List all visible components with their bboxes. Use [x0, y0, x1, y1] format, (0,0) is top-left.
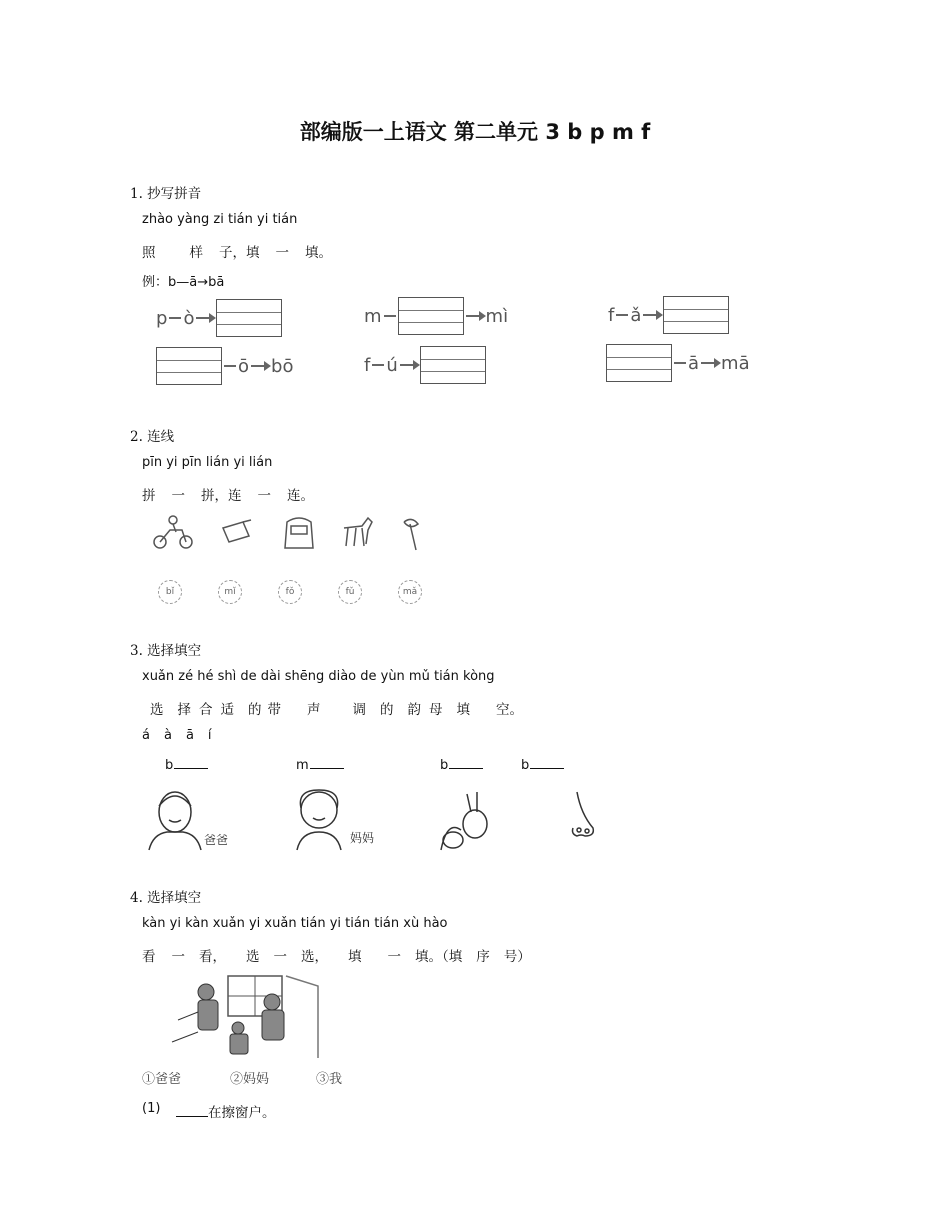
- syllable-bubble[interactable]: fǒ: [278, 580, 302, 604]
- question-2-pinyin: pīn yi pīn lián yi lián: [142, 455, 273, 470]
- q2-picture-row: [148, 512, 438, 552]
- family-cleaning-picture: [168, 972, 324, 1062]
- father-icon: [149, 792, 201, 850]
- q3-blank-3[interactable]: b: [440, 758, 483, 773]
- q4-label-2: ②妈妈: [230, 1072, 270, 1087]
- question-3-pinyin: xuǎn zé hé shì de dài shēng diào de yùn mǔ tián kòng: [142, 669, 495, 684]
- question-4-chars: 看 一 看， 选 一 选， 填 一 填。（填 序 号）: [142, 949, 531, 965]
- q3-blank-2[interactable]: m: [296, 758, 344, 773]
- rabbits-icon: [441, 792, 487, 850]
- pencil-icon[interactable]: [223, 520, 251, 542]
- syllable-bubble[interactable]: mǎ: [398, 580, 422, 604]
- q1-item-5: f ú: [364, 346, 486, 384]
- question-4-pinyin: kàn yi kàn xuǎn yi xuǎn tián yi tián tián xù hào: [142, 916, 448, 931]
- question-1-pinyin: zhào yàng zi tián yi tián: [142, 212, 298, 227]
- q3-blank-4[interactable]: b: [521, 758, 564, 773]
- page-title: 部编版一上语文 第二单元 3 b p m f: [299, 120, 651, 144]
- flour-bag-icon[interactable]: [285, 518, 313, 548]
- question-2-heading: 2. 连线: [130, 429, 175, 445]
- syllable-bubble[interactable]: bǐ: [158, 580, 182, 604]
- caption-father: 爸爸: [204, 833, 229, 847]
- axe-icon[interactable]: [404, 519, 418, 550]
- motorcycle-icon[interactable]: [154, 516, 192, 548]
- nose-icon: [573, 792, 594, 836]
- answer-box[interactable]: [216, 299, 282, 337]
- mother-icon: [297, 790, 341, 850]
- syllable-bubble[interactable]: mǐ: [218, 580, 242, 604]
- answer-box[interactable]: [398, 297, 464, 335]
- q2-syllable-row: [158, 580, 422, 604]
- q1-item-3: f ǎ: [608, 296, 729, 334]
- q1-item-4: ō bō: [156, 347, 293, 385]
- question-1-heading: 1. 抄写拼音: [130, 186, 202, 202]
- answer-box[interactable]: [420, 346, 486, 384]
- q1-item-2: m mì: [364, 297, 508, 335]
- question-1-example: 例：b—ā→bā: [142, 275, 225, 290]
- q3-options: á à ā í: [142, 728, 212, 743]
- q4-label-1: ①爸爸: [142, 1072, 182, 1087]
- q4-sub1: [175, 1101, 276, 1121]
- answer-box[interactable]: [663, 296, 729, 334]
- question-3-chars: 选 择 合 适 的 带 声 调 的 韵 母 填 空。: [150, 702, 523, 718]
- q4-label-3: ③我: [316, 1072, 343, 1087]
- caption-mother: 妈妈: [350, 831, 375, 845]
- q3-blank-1[interactable]: b: [165, 758, 208, 773]
- question-2-chars: 拼 一 拼，连 一 连。: [142, 488, 314, 504]
- q1-item-6: ā mā: [606, 344, 750, 382]
- q1-item-1: p ò: [156, 299, 282, 337]
- syllable-bubble[interactable]: fǔ: [338, 580, 362, 604]
- q4-sub1-text: 在擦窗户。: [208, 1105, 276, 1121]
- question-4-heading: 4. 选择填空: [130, 890, 202, 906]
- q4-sub1-blank[interactable]: [176, 1115, 208, 1117]
- horse-icon[interactable]: [344, 518, 372, 546]
- question-3-heading: 3. 选择填空: [130, 643, 202, 659]
- question-1-chars: 照 样 子，填 一 填。: [142, 245, 332, 261]
- q4-sub1-number: (1): [142, 1101, 161, 1116]
- answer-box[interactable]: [606, 344, 672, 382]
- answer-box[interactable]: [156, 347, 222, 385]
